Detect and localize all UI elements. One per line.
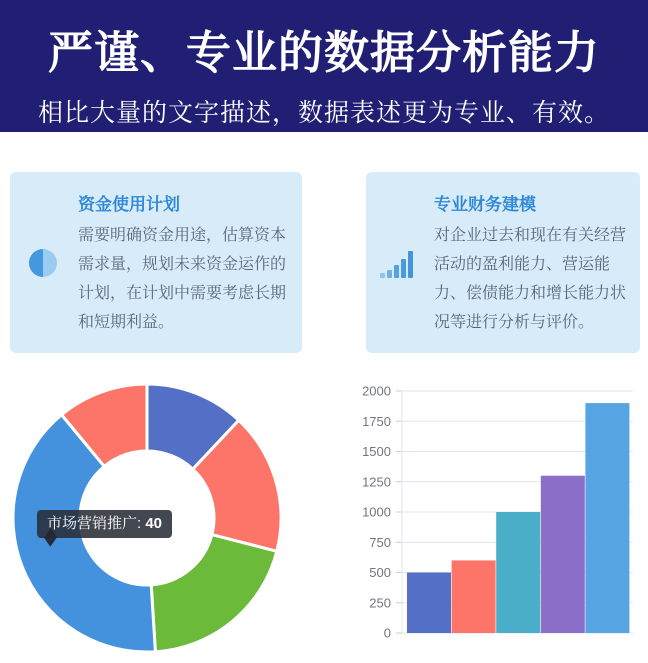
y-tick-label: 1250 <box>362 474 391 490</box>
bar[interactable] <box>585 403 629 633</box>
card-body: 对企业过去和现在有关经营活动的盈利能力、营运能力、偿债能力和增长能力状况等进行分析与评价。 <box>434 227 627 331</box>
card-financial-modeling <box>366 172 640 353</box>
card-funding-plan <box>10 172 302 353</box>
bar[interactable] <box>541 476 585 633</box>
y-tick-label: 750 <box>369 534 391 550</box>
tooltip-label: 市场营销推广: <box>47 515 146 532</box>
donut-segment[interactable] <box>151 535 277 652</box>
tooltip-value: 40 <box>145 515 163 532</box>
card-content <box>432 172 640 353</box>
page-title: 严谨、专业的数据分析能力 <box>47 27 600 78</box>
y-tick-label: 0 <box>383 625 391 641</box>
y-tick-label: 2000 <box>362 383 391 399</box>
y-tick-label: 1750 <box>362 413 391 429</box>
card-title: 专业财务建模 <box>434 195 536 214</box>
y-tick-label: 1500 <box>362 444 391 459</box>
y-tick-label: 1000 <box>362 504 391 520</box>
page-subtitle: 相比大量的文字描述，数据表述更为专业、有效。 <box>37 99 610 127</box>
bar-chart[interactable] <box>330 370 648 663</box>
y-tick-label: 500 <box>369 565 391 580</box>
bar[interactable] <box>496 512 540 633</box>
hero-header <box>0 0 648 132</box>
bar[interactable] <box>452 560 496 633</box>
bar[interactable] <box>407 573 451 634</box>
ascending-bars-icon <box>366 172 432 353</box>
card-title: 资金使用计划 <box>78 195 180 214</box>
chart-tooltip <box>37 510 172 538</box>
card-content <box>76 172 302 353</box>
y-tick-label: 250 <box>369 595 391 611</box>
card-body: 需要明确资金用途，估算资本需求量，规划未来资金运作的计划，在计划中需要考虑长期和短期利益。 <box>78 227 287 331</box>
half-circle-icon <box>10 172 76 353</box>
